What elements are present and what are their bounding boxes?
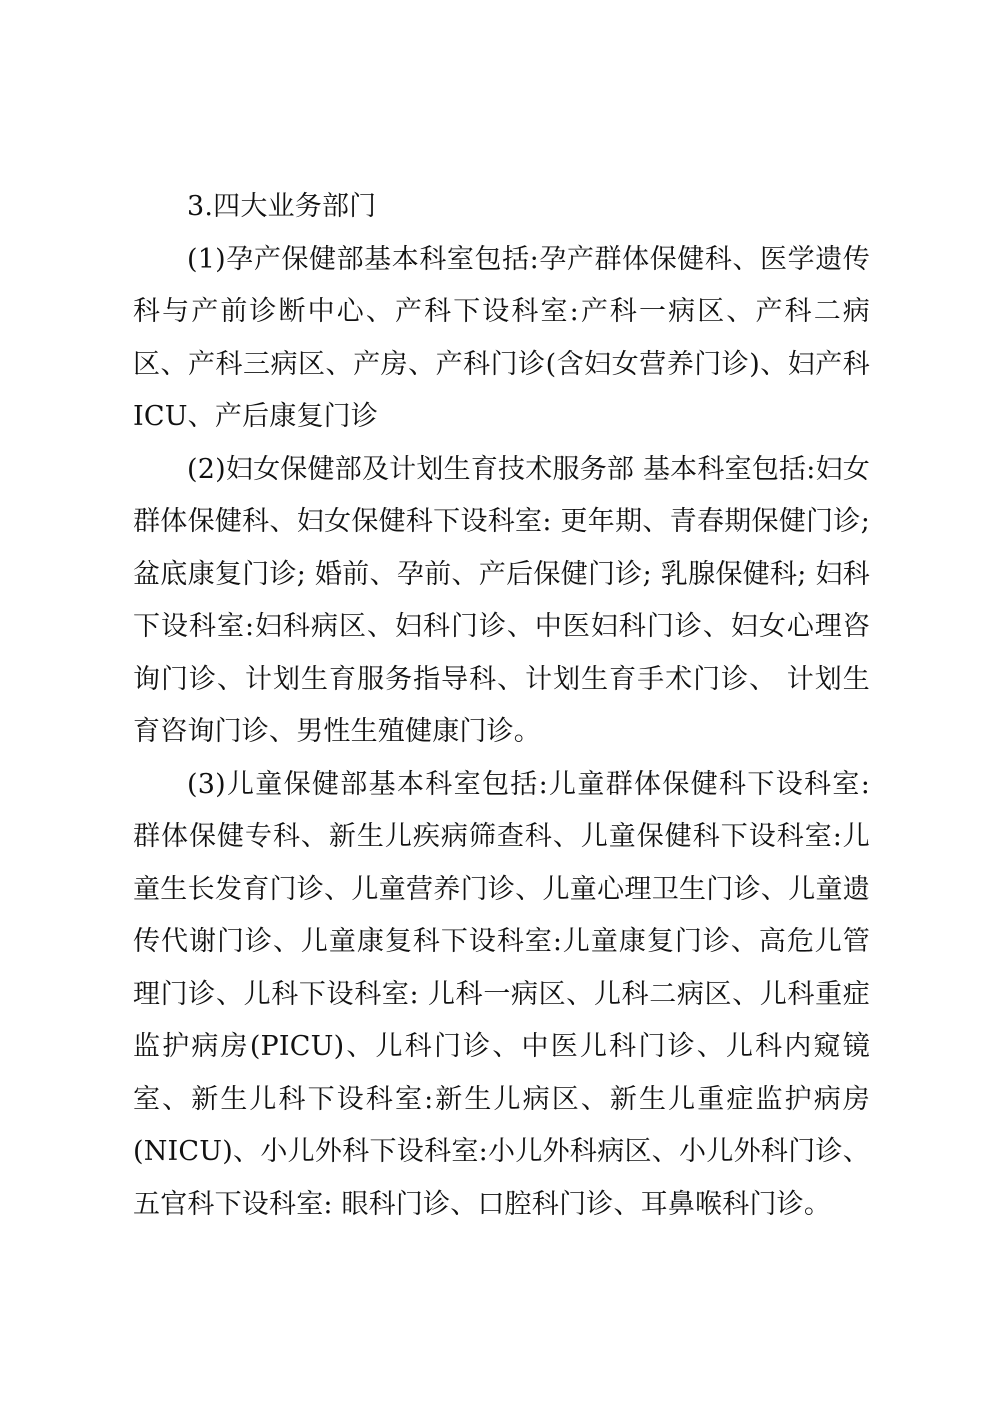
paragraph-maternal-health: (1)孕产保健部基本科室包括:孕产群体保健科、医学遗传科与产前诊断中心、产科下设科室:产科一病区、产科二病区、产科三病区、产房、产科门诊(含妇女营养门诊)、妇产科 ICU、产后康复门诊 bbox=[133, 243, 870, 432]
paragraph-child-health: (3)儿童保健部基本科室包括:儿童群体保健科下设科室:群体保健专科、新生儿疾病筛查科、儿童保健科下设科室:儿童生长发育门诊、儿童营养门诊、儿童心理卫生门诊、儿童遗传代谢门诊、儿童康复科下设科室:儿童康复门诊、高危儿管理门诊、儿科下设科室: 儿科一病区、儿科二病区、儿科重症监护病房(PICU)、儿科门诊、中医儿科门诊、儿科内窥镜室、新生儿科下设科室:新生儿病区、新生儿重症监护病房(NICU)、小儿外科下设科室:小儿外科病区、小儿外科门诊、五官科下设科室: 眼科门诊、口腔科门诊、耳鼻喉科门诊。 bbox=[133, 768, 870, 1220]
paragraph-women-health: (2)妇女保健部及计划生育技术服务部 基本科室包括:妇女群体保健科、妇女保健科下设科室: 更年期、青春期保健门诊; 盆底康复门诊; 婚前、孕前、产后保健门诊; 乳腺保健科; 妇科下设科室:妇科病区、妇科门诊、中医妇科门诊、妇女心理咨询门诊、计划生育服务指导科、计划生育手术门诊、 计划生育咨询门诊、男性生殖健康门诊。 bbox=[133, 453, 870, 747]
document-body bbox=[133, 181, 870, 1231]
section-heading: 3.四大业务部门 bbox=[187, 191, 377, 222]
